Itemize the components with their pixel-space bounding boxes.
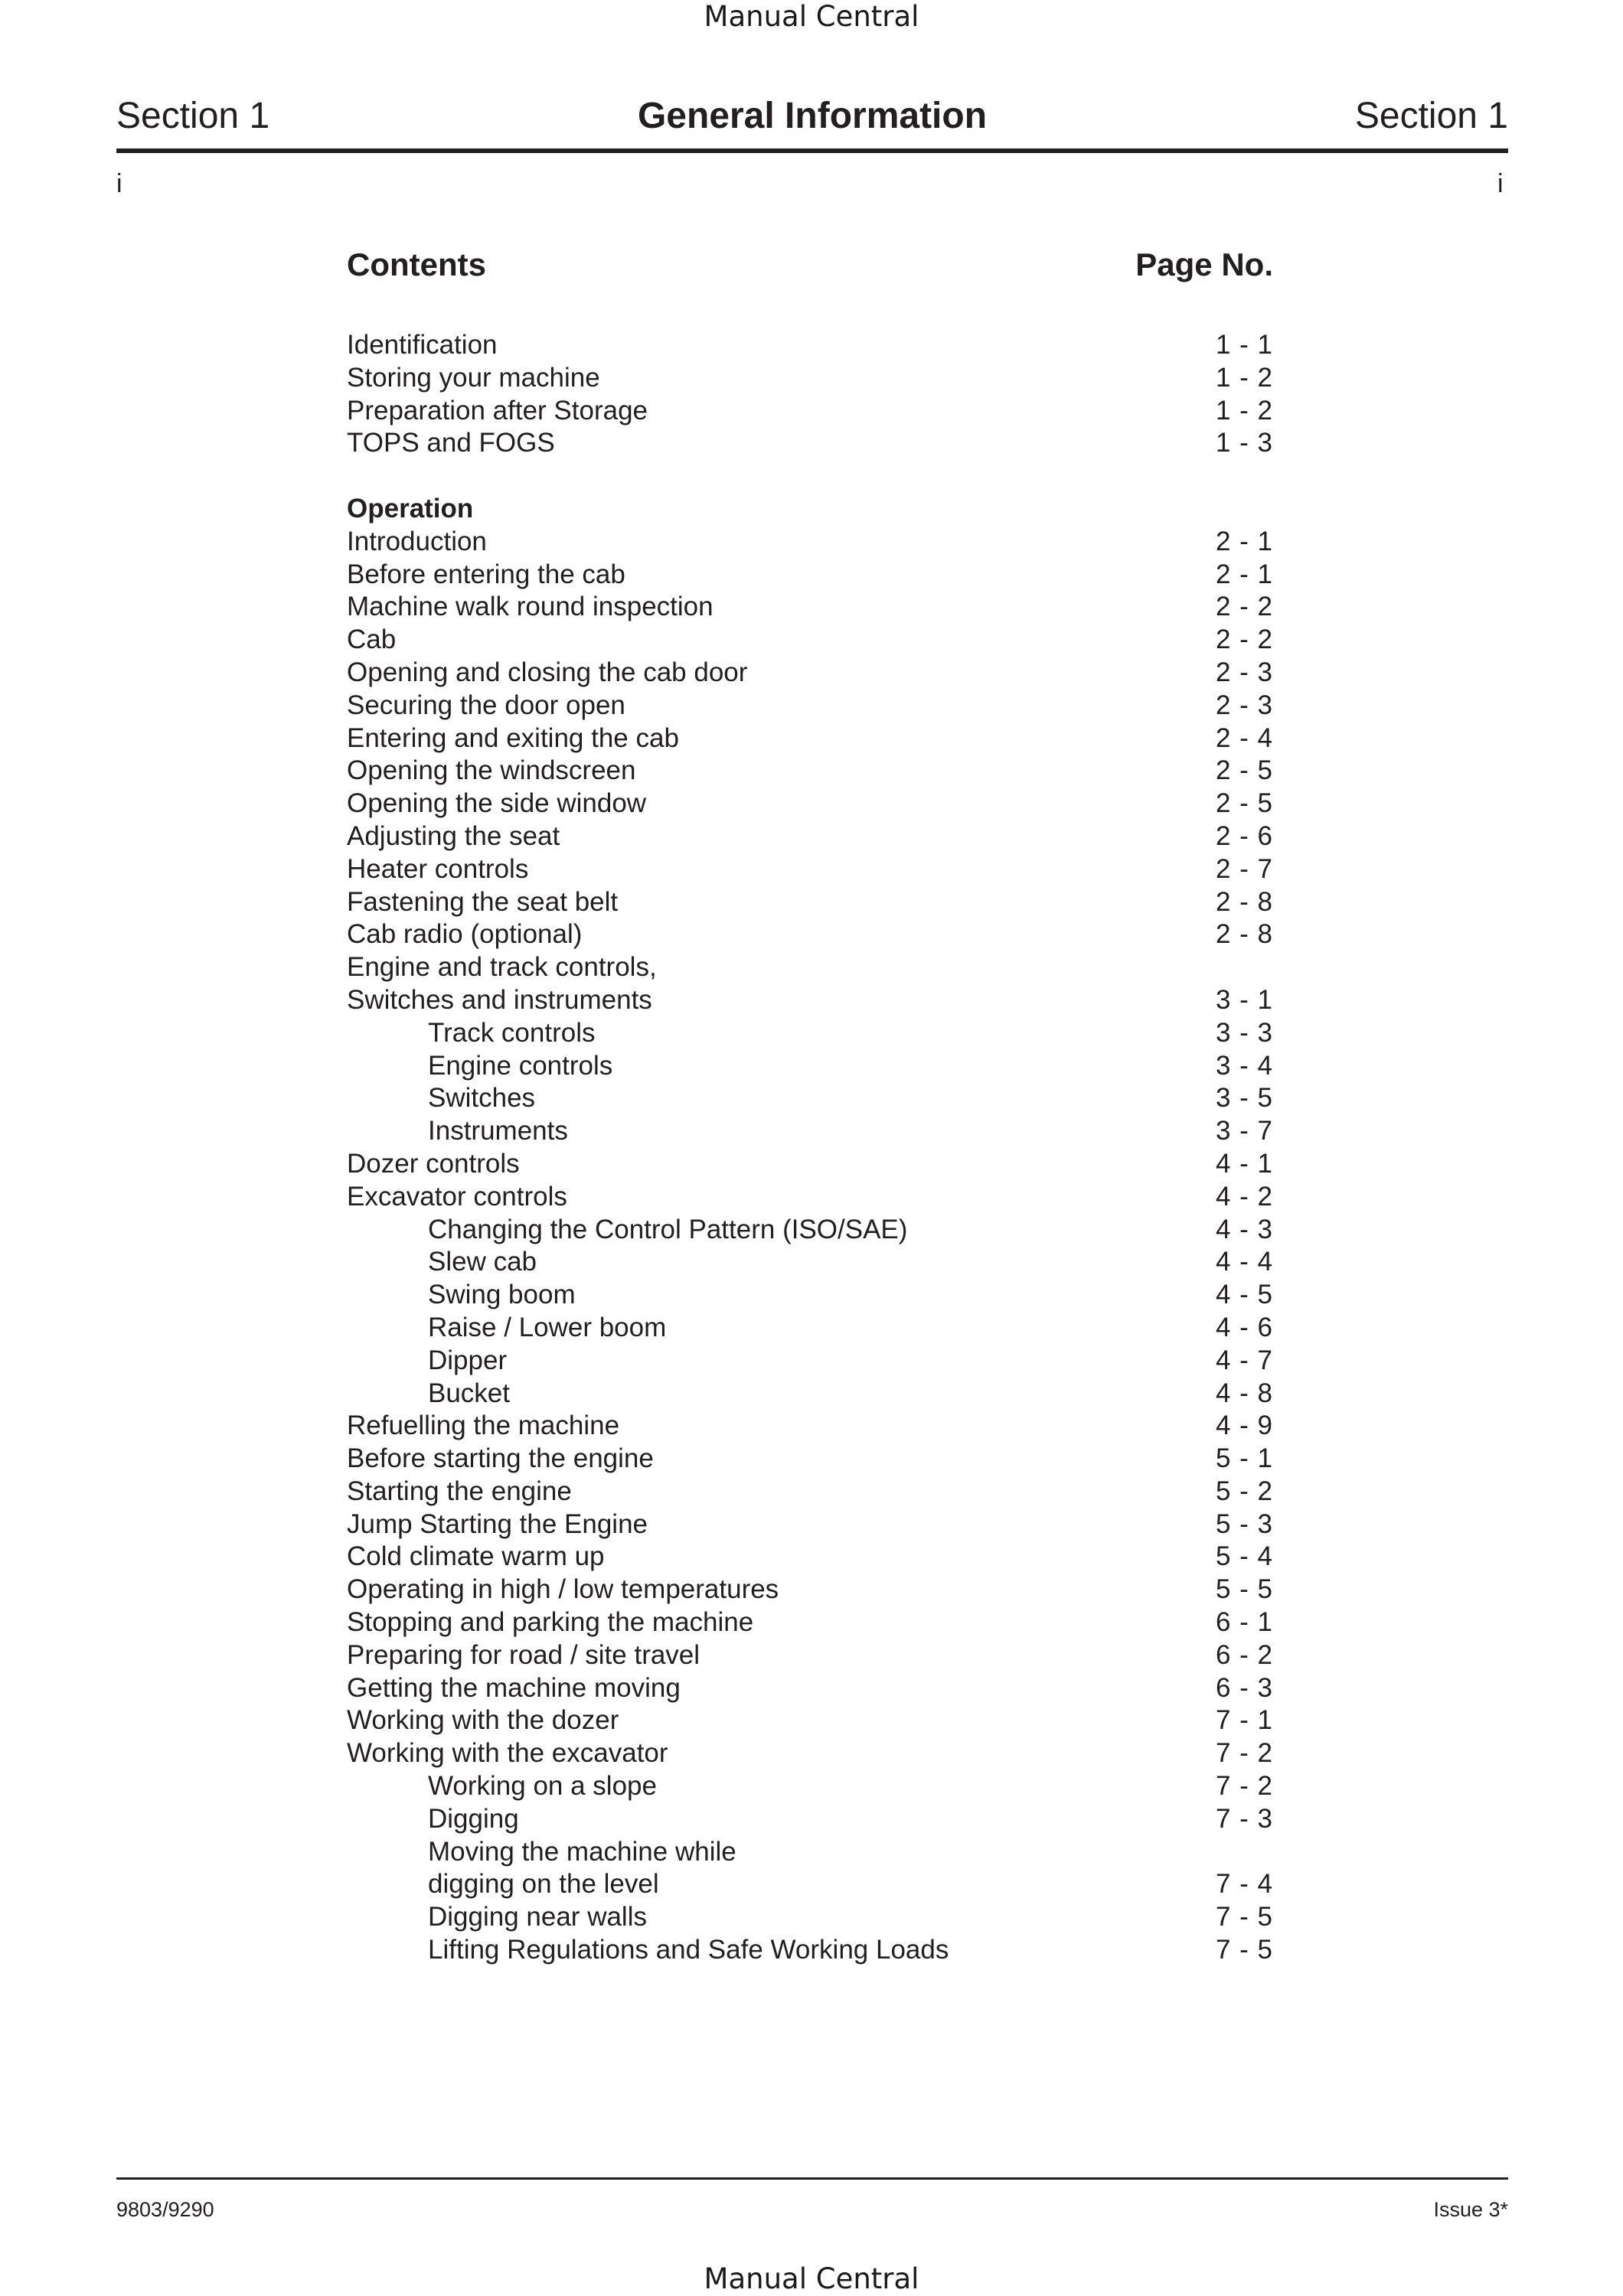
toc-entry — [347, 853, 1273, 886]
toc-entry-label: Dozer controls — [347, 1148, 520, 1179]
toc-entry — [347, 1181, 1273, 1214]
toc-entry-page: 7 - 2 — [1215, 1771, 1273, 1802]
toc-entry-label: Securing the door open — [347, 690, 625, 720]
toc-entry-page: 5 - 3 — [1215, 1508, 1273, 1539]
toc-entry-label: Working with the dozer — [347, 1705, 619, 1736]
toc-entry — [347, 1082, 1273, 1115]
toc-entry-page: 7 - 5 — [1215, 1902, 1273, 1932]
toc-entry — [347, 1868, 1273, 1901]
toc-entry-page: 5 - 5 — [1215, 1574, 1273, 1605]
toc-entry — [347, 1148, 1273, 1181]
toc-entry — [347, 918, 1273, 951]
toc-entry-label: Excavator controls — [347, 1181, 567, 1212]
table-of-contents — [347, 243, 1273, 1967]
toc-entry — [347, 362, 1273, 395]
document-number: 9803/9290 — [116, 2198, 214, 2221]
toc-entry — [347, 1378, 1273, 1411]
toc-entry — [347, 1345, 1273, 1378]
toc-entry-page: 2 - 8 — [1215, 886, 1273, 917]
toc-entry — [347, 1214, 1273, 1247]
toc-entry-label: Preparing for road / site travel — [347, 1639, 700, 1670]
toc-entry-page: 3 - 5 — [1215, 1083, 1273, 1114]
toc-entry-label: Fastening the seat belt — [347, 886, 619, 917]
toc-entry-label: Stopping and parking the machine — [347, 1607, 754, 1638]
toc-entry — [347, 329, 1273, 362]
toc-entry-label: Cab — [347, 625, 397, 655]
toc-entry-label: Getting the machine moving — [347, 1672, 681, 1703]
toc-entry-page: 1 - 3 — [1215, 428, 1273, 458]
toc-entry — [347, 1639, 1273, 1672]
toc-entry-label: Swing boom — [428, 1280, 576, 1310]
toc-entry-label: Slew cab — [428, 1247, 537, 1277]
toc-entry — [347, 690, 1273, 722]
toc-entry — [347, 526, 1273, 559]
toc-entry — [347, 559, 1273, 592]
toc-section-heading — [347, 493, 1273, 526]
toc-entry-page: 2 - 2 — [1215, 592, 1273, 622]
page-title: General Information — [637, 96, 988, 136]
toc-entry-page: 1 - 2 — [1215, 395, 1273, 426]
toc-entry-page: 1 - 2 — [1215, 362, 1273, 393]
toc-entry — [347, 1770, 1273, 1803]
toc-entry — [347, 1672, 1273, 1705]
toc-entry-label: Jump Starting the Engine — [347, 1508, 648, 1539]
toc-entry-label: Digging near walls — [428, 1902, 647, 1932]
toc-entry-label: digging on the level — [428, 1869, 659, 1900]
toc-entry-page: 7 - 4 — [1215, 1869, 1273, 1900]
toc-entry-page: 7 - 3 — [1215, 1803, 1273, 1834]
toc-entry — [347, 1410, 1273, 1443]
toc-entry — [347, 591, 1273, 624]
toc-entry-label: Dipper — [428, 1345, 508, 1375]
issue-label: Issue 3* — [1433, 2198, 1508, 2221]
section-label-right: Section 1 — [1354, 96, 1508, 136]
toc-page-heading: Page No. — [1135, 246, 1273, 282]
toc-entry-label: Refuelling the machine — [347, 1411, 620, 1441]
toc-entry-label: Opening the windscreen — [347, 755, 636, 786]
toc-entry — [347, 1443, 1273, 1476]
toc-entry-label: Track controls — [428, 1017, 596, 1048]
toc-entry-label: Opening and closing the cab door — [347, 657, 748, 687]
toc-entry-label: Working on a slope — [428, 1771, 657, 1802]
toc-entry — [347, 1279, 1273, 1312]
toc-entry-page: 3 - 1 — [1215, 984, 1273, 1015]
page-header — [116, 93, 1508, 139]
toc-entry — [347, 951, 1273, 984]
toc-entry-page: 2 - 1 — [1215, 559, 1273, 589]
toc-entry — [347, 984, 1273, 1017]
toc-entry-label: Identification — [347, 330, 498, 360]
toc-entry — [347, 788, 1273, 820]
toc-entry-label: Before starting the engine — [347, 1443, 654, 1474]
toc-entry-label: Changing the Control Pattern (ISO/SAE) — [428, 1214, 908, 1244]
toc-entry — [347, 657, 1273, 690]
toc-entry — [347, 1050, 1273, 1083]
toc-entry-page: 2 - 5 — [1215, 788, 1273, 819]
section-label-left: Section 1 — [116, 96, 270, 136]
toc-entry-page: 2 - 3 — [1215, 690, 1273, 720]
toc-entry — [347, 1934, 1273, 1967]
toc-entry-label: Opening the side window — [347, 788, 647, 819]
toc-entry-page: 6 - 2 — [1215, 1639, 1273, 1670]
page-number-left: i — [116, 169, 122, 198]
toc-entry-page: 2 - 7 — [1215, 853, 1273, 884]
toc-entry-page: 4 - 6 — [1215, 1312, 1273, 1342]
toc-entry-page: 4 - 4 — [1215, 1247, 1273, 1277]
toc-entry-page: 7 - 2 — [1215, 1738, 1273, 1769]
toc-entry-label: Instruments — [428, 1116, 568, 1146]
toc-entry — [347, 395, 1273, 428]
toc-entry-page: 4 - 3 — [1215, 1214, 1273, 1244]
toc-entry-label: Switches and instruments — [347, 984, 652, 1015]
toc-entry-page: 4 - 7 — [1215, 1345, 1273, 1375]
toc-entry — [347, 755, 1273, 788]
toc-entry — [347, 1836, 1273, 1869]
toc-entry-page: 1 - 1 — [1215, 330, 1273, 360]
toc-entry-label: Cab radio (optional) — [347, 919, 583, 950]
toc-entry-label: Entering and exiting the cab — [347, 722, 679, 753]
toc-entry — [347, 1476, 1273, 1508]
toc-entry-label: Cold climate warm up — [347, 1541, 605, 1572]
toc-entry-label: TOPS and FOGS — [347, 428, 555, 458]
toc-entry-page: 4 - 5 — [1215, 1280, 1273, 1310]
toc-entry-label: Starting the engine — [347, 1476, 572, 1506]
toc-entry-page: 2 - 5 — [1215, 755, 1273, 786]
toc-entry-label: Working with the excavator — [347, 1738, 668, 1769]
toc-entry-page: 4 - 2 — [1215, 1181, 1273, 1212]
toc-entry — [347, 1606, 1273, 1639]
toc-entry — [347, 1803, 1273, 1836]
toc-entry-page: 2 - 6 — [1215, 820, 1273, 851]
toc-entry — [347, 1246, 1273, 1279]
toc-spacer — [347, 460, 1273, 493]
toc-entry-page: 3 - 4 — [1215, 1050, 1273, 1081]
toc-entry — [347, 1704, 1273, 1737]
toc-entry-label: Digging — [428, 1803, 519, 1834]
toc-entry-page: 4 - 9 — [1215, 1411, 1273, 1441]
toc-entry-label: Raise / Lower boom — [428, 1312, 667, 1342]
toc-entry-label: Engine controls — [428, 1050, 613, 1081]
toc-entry-page: 3 - 3 — [1215, 1017, 1273, 1048]
toc-entry-label: Operating in high / low temperatures — [347, 1574, 779, 1605]
page-number-right: i — [1497, 169, 1504, 198]
toc-entry-page: 2 - 8 — [1215, 919, 1273, 950]
toc-entry-page: 2 - 2 — [1215, 625, 1273, 655]
toc-entry — [347, 1312, 1273, 1345]
toc-entry — [347, 886, 1273, 919]
watermark-top: Manual Central — [704, 0, 919, 33]
toc-entry-label: Machine walk round inspection — [347, 592, 714, 622]
toc-entry-label: Engine and track controls, — [347, 952, 657, 983]
header-rule — [116, 148, 1508, 153]
toc-entry — [347, 820, 1273, 853]
toc-heading: Contents — [347, 246, 486, 282]
toc-entry-label: Operation — [347, 493, 474, 523]
toc-entry — [347, 1017, 1273, 1050]
toc-entry — [347, 1574, 1273, 1606]
toc-entry-label: Adjusting the seat — [347, 820, 560, 851]
toc-entry — [347, 1737, 1273, 1770]
toc-entry-page: 5 - 4 — [1215, 1541, 1273, 1572]
toc-entry-label: Before entering the cab — [347, 559, 625, 589]
toc-entry-page: 2 - 3 — [1215, 657, 1273, 687]
footer-rule — [116, 2177, 1508, 2180]
toc-entry-label: Bucket — [428, 1378, 510, 1408]
toc-entry — [347, 1901, 1273, 1934]
toc-list — [347, 329, 1273, 1967]
toc-entry-page: 6 - 1 — [1215, 1607, 1273, 1638]
toc-entry — [347, 624, 1273, 657]
toc-entry-page: 7 - 5 — [1215, 1935, 1273, 1965]
toc-entry — [347, 722, 1273, 755]
toc-entry-page: 2 - 4 — [1215, 722, 1273, 753]
toc-entry — [347, 1115, 1273, 1148]
toc-entry-label: Preparation after Storage — [347, 395, 648, 426]
toc-entry — [347, 1508, 1273, 1541]
toc-header — [347, 243, 1273, 286]
toc-entry-page: 4 - 8 — [1215, 1378, 1273, 1408]
watermark-bottom: Manual Central — [704, 2262, 919, 2295]
toc-entry — [347, 1541, 1273, 1574]
toc-entry-page: 5 - 2 — [1215, 1476, 1273, 1506]
toc-entry-label: Heater controls — [347, 853, 529, 884]
toc-entry-label: Lifting Regulations and Safe Working Loads — [428, 1935, 949, 1965]
toc-entry-label: Introduction — [347, 526, 487, 556]
toc-entry-page: 5 - 1 — [1215, 1443, 1273, 1474]
toc-entry-label: Storing your machine — [347, 362, 600, 393]
toc-entry-page: 4 - 1 — [1215, 1148, 1273, 1179]
toc-entry-page: 6 - 3 — [1215, 1672, 1273, 1703]
toc-entry — [347, 427, 1273, 460]
toc-entry-page: 7 - 1 — [1215, 1705, 1273, 1736]
toc-entry-label: Switches — [428, 1083, 536, 1114]
toc-entry-label: Moving the machine while — [428, 1836, 736, 1867]
toc-entry-page: 3 - 7 — [1215, 1116, 1273, 1146]
toc-entry-page: 2 - 1 — [1215, 526, 1273, 556]
